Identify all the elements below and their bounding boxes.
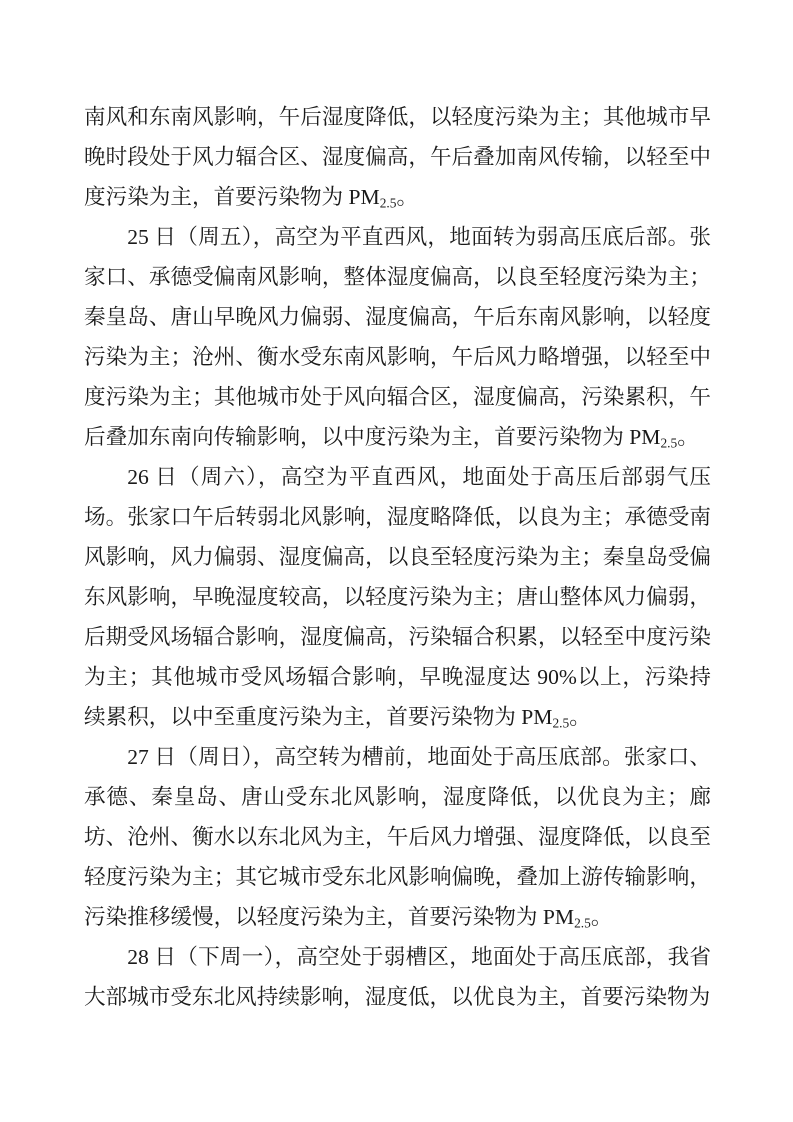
document-body: [84, 97, 711, 1017]
pm25-subscript: 2.5: [552, 715, 570, 731]
paragraph-1: 南风和东南风影响，午后湿度降低，以轻度污染为主；其他城市早晚时段处于风力辐合区、湿度偏高，午后叠加南风传输，以轻至中度污染为主，首要污染物为 $PM_{2.5}$。: [84, 105, 711, 211]
pm25-subscript: 2.5: [574, 915, 591, 931]
paragraph-4: 27 日（周日），高空转为槽前，地面处于高压底部。张家口、承德、秦皇岛、唐山受东北风影响，湿度降低，以优良为主；廊坊、沧州、衡水以东北风为主，午后风力增强、湿度降低，以良至轻度污染为主；其它城市受东北风影响偏晚，叠加上游传输影响，污染推移缓慢，以轻度污染为主，首要污染物为 $PM_{2.5}$。: [84, 745, 711, 931]
pm25-subscript: 2.5: [379, 195, 397, 211]
pm25-subscript: 2.5: [660, 435, 678, 451]
paragraph-2: 25 日（周五），高空为平直西风，地面转为弱高压底后部。张家口、承德受偏南风影响，整体湿度偏高，以良至轻度污染为主；秦皇岛、唐山早晚风力偏弱、湿度偏高，午后东南风影响，以轻度污染为主；沧州、衡水受东南风影响，午后风力略增强，以轻至中度污染为主；其他城市处于风向辐合区，湿度偏高，污染累积，午后叠加东南向传输影响，以中度污染为主，首要污染物为 $PM_{2.5}$。: [84, 225, 711, 451]
paragraph-5: 28 日（下周一），高空处于弱槽区，地面处于高压底部，我省大部城市受东北风持续影响，湿度低，以优良为主，首要污染物为: [84, 945, 711, 1009]
paragraph-3: 26 日（周六），高空为平直西风，地面处于高压后部弱气压场。张家口午后转弱北风影响，湿度略降低，以良为主；承德受南风影响，风力偏弱、湿度偏高，以良至轻度污染为主；秦皇岛受偏东风影响，早晚湿度较高，以轻度污染为主；唐山整体风力偏弱，后期受风场辐合影响，湿度偏高，污染辐合积累，以轻至中度污染为主；其他城市受风场辐合影响，早晚湿度达 90%以上，污染持续累积，以中至重度污染为主，首要污染物为 $PM_{2.5}$。: [84, 465, 711, 731]
